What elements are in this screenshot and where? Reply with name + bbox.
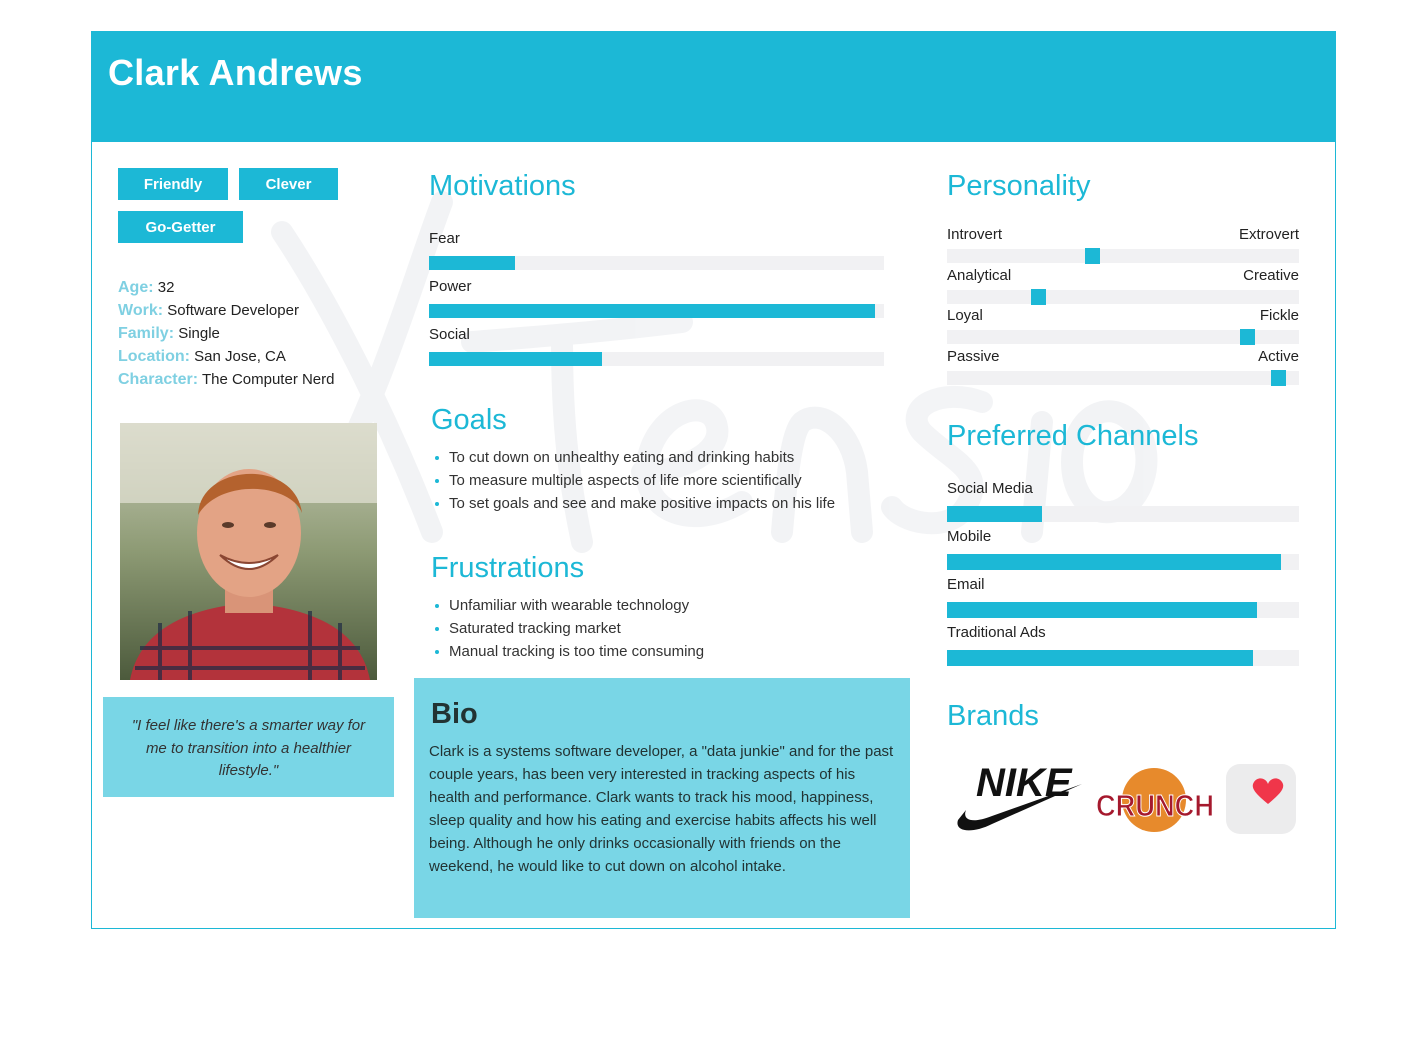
heart-app-icon bbox=[1226, 764, 1296, 834]
motivation-bar-track bbox=[429, 304, 884, 318]
frustration-text: Unfamiliar with wearable technology bbox=[449, 597, 690, 614]
brands-title: Brands bbox=[947, 700, 1039, 732]
frustrations-list bbox=[432, 594, 704, 663]
goal-item bbox=[432, 492, 835, 515]
channels-title: Preferred Channels bbox=[947, 420, 1199, 452]
personality-right-label: Creative bbox=[1243, 266, 1299, 284]
info-value: 32 bbox=[157, 279, 175, 296]
trait-tag-go-getter: Go-Getter bbox=[118, 211, 243, 243]
bullet-icon bbox=[435, 627, 439, 631]
bullet-icon bbox=[435, 650, 439, 654]
channel-bar-track bbox=[947, 554, 1299, 570]
info-key: Location: bbox=[118, 348, 190, 365]
nike-logo-text: NIKE bbox=[976, 761, 1072, 805]
bullet-icon bbox=[435, 456, 439, 460]
motivation-label: Fear bbox=[429, 230, 460, 247]
frustrations-title: Frustrations bbox=[431, 552, 585, 584]
channel-label: Traditional Ads bbox=[947, 624, 1046, 641]
info-value: San Jose, CA bbox=[194, 348, 286, 365]
personality-left-label: Passive bbox=[947, 347, 1000, 365]
info-value: The Computer Nerd bbox=[201, 371, 335, 388]
info-row-family bbox=[118, 322, 335, 345]
bio-panel bbox=[414, 678, 910, 918]
nike-logo bbox=[952, 754, 1084, 834]
goal-text: To measure multiple aspects of life more scientifically bbox=[449, 472, 802, 489]
bullet-icon bbox=[435, 479, 439, 483]
personality-slider-knob bbox=[1085, 248, 1100, 264]
persona-quote: "I feel like there's a smarter way for me to transition into a healthier lifestyle." bbox=[103, 697, 394, 797]
trait-tag-friendly: Friendly bbox=[118, 168, 228, 200]
info-key: Age: bbox=[118, 279, 154, 296]
info-row-location bbox=[118, 345, 335, 368]
info-key: Character: bbox=[118, 371, 199, 388]
bio-title: Bio bbox=[431, 698, 478, 730]
crunch-logo bbox=[1092, 758, 1218, 842]
motivation-bar-track bbox=[429, 352, 884, 366]
channel-bar-fill bbox=[947, 506, 1042, 522]
trait-tag-clever: Clever bbox=[239, 168, 338, 200]
motivation-label: Power bbox=[429, 278, 472, 295]
motivation-bar-fill bbox=[429, 256, 515, 270]
info-row-age bbox=[118, 276, 335, 299]
personality-title: Personality bbox=[947, 170, 1091, 202]
frustration-item bbox=[432, 617, 704, 640]
info-row-character bbox=[118, 368, 335, 391]
frustration-text: Manual tracking is too time consuming bbox=[449, 643, 705, 660]
personality-right-label: Fickle bbox=[1259, 307, 1299, 324]
motivation-label: Social bbox=[429, 326, 470, 343]
frustration-item bbox=[432, 640, 704, 663]
personality-left-label: Loyal bbox=[947, 307, 983, 324]
channel-bar-track bbox=[947, 650, 1299, 666]
channel-label: Mobile bbox=[947, 528, 992, 545]
bio-text: Clark is a systems software developer, a "data junkie" and for the past couple years, has been very interested in tracking aspects of his health and performance. Clark wants to track his mood, happiness, sleep quality and how his eating and exercise habits affects his well being. Although he only drinks occasionally with friends on the weekend, he would like to cut down on alcohol intake. bbox=[429, 743, 894, 875]
info-key: Family: bbox=[118, 325, 175, 342]
persona-card bbox=[91, 31, 1336, 929]
motivation-bar-track bbox=[429, 256, 884, 270]
channel-bar-track bbox=[947, 602, 1299, 618]
info-key: Work: bbox=[118, 302, 164, 319]
motivation-bar-fill bbox=[429, 352, 602, 366]
channel-label: Email bbox=[947, 576, 985, 593]
personality-slider-track bbox=[947, 290, 1299, 304]
motivations-title: Motivations bbox=[429, 170, 576, 202]
personality-slider-track bbox=[947, 330, 1299, 344]
personality-right-label: Active bbox=[1258, 347, 1299, 365]
info-value: Single bbox=[178, 325, 220, 342]
personality-left-label: Analytical bbox=[947, 266, 1012, 284]
persona-header bbox=[92, 32, 1335, 142]
channel-bar-fill bbox=[947, 602, 1257, 618]
personality-slider-knob bbox=[1031, 289, 1046, 305]
personality-left-label: Introvert bbox=[947, 226, 1003, 243]
channel-bar-fill bbox=[947, 554, 1281, 570]
persona-info bbox=[118, 276, 335, 391]
channel-bar-track bbox=[947, 506, 1299, 522]
xtensio-watermark bbox=[262, 172, 1222, 602]
frustration-text: Saturated tracking market bbox=[449, 620, 621, 637]
personality-right-label: Extrovert bbox=[1238, 226, 1299, 243]
info-value: Software Developer bbox=[167, 302, 299, 319]
goal-text: To set goals and see and make positive impacts on his life bbox=[449, 495, 836, 512]
goal-text: To cut down on unhealthy eating and drinking habits bbox=[449, 449, 795, 466]
goal-item bbox=[432, 469, 835, 492]
goals-title: Goals bbox=[431, 404, 507, 436]
bullet-icon bbox=[435, 502, 439, 506]
goal-item bbox=[432, 446, 835, 469]
personality-slider-track bbox=[947, 371, 1299, 385]
personality-slider-knob bbox=[1240, 329, 1255, 345]
persona-photo bbox=[120, 423, 377, 680]
frustration-item bbox=[432, 594, 704, 617]
personality-slider-track bbox=[947, 249, 1299, 263]
bullet-icon bbox=[435, 604, 439, 608]
motivation-bar-fill bbox=[429, 304, 875, 318]
channel-label: Social Media bbox=[947, 480, 1033, 497]
info-row-work bbox=[118, 299, 335, 322]
goals-list bbox=[432, 446, 835, 515]
crunch-logo-text: CRUNCH bbox=[1096, 788, 1214, 823]
persona-name: Clark Andrews bbox=[108, 52, 363, 93]
channel-bar-fill bbox=[947, 650, 1253, 666]
personality-slider-knob bbox=[1271, 370, 1286, 386]
